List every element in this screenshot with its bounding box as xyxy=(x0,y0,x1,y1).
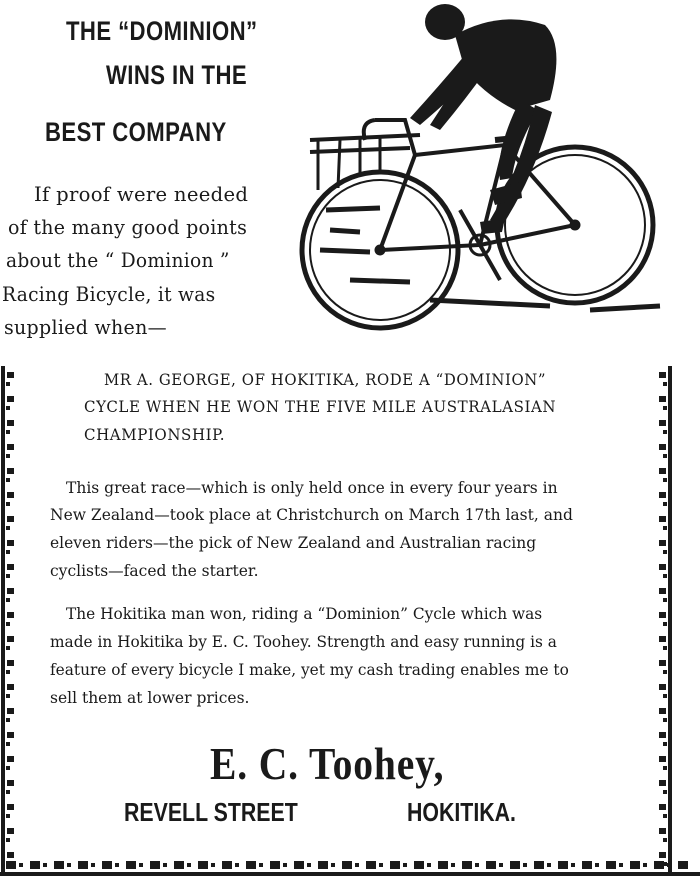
intro-line: Racing Bicycle, it was xyxy=(2,282,216,306)
winner-paragraph-line: made in Hokitika by E. C. Toohey. Strength and easy running is a xyxy=(50,633,557,651)
race-paragraph-line: This great race—which is only held once in every four years in xyxy=(66,479,558,497)
headline-line-2: WINS IN THE xyxy=(106,60,248,90)
winner-paragraph-line: feature of every bicycle I make, yet my cash trading enables me to xyxy=(50,661,569,679)
race-paragraph-line: cyclists—faced the starter. xyxy=(50,562,259,580)
intro-line: of the many good points xyxy=(8,215,248,239)
announcement-line: CYCLE WHEN HE WON THE FIVE MILE AUSTRALASIAN xyxy=(84,398,557,416)
intro-line: supplied when— xyxy=(4,315,167,339)
merchant-town: HOKITIKA. xyxy=(407,797,516,827)
headline-line-3: BEST COMPANY xyxy=(45,117,227,147)
intro-line: If proof were needed xyxy=(34,182,249,206)
race-paragraph-line: New Zealand—took place at Christchurch on March 17th last, and xyxy=(50,506,573,524)
headline-line-1: THE “DOMINION” xyxy=(66,16,258,46)
winner-paragraph-line: sell them at lower prices. xyxy=(50,689,250,707)
announcement-line: MR A. GEORGE, OF HOKITIKA, RODE A “DOMINION” xyxy=(104,371,547,389)
cyclist-illustration xyxy=(290,0,700,360)
decorative-border-bottom xyxy=(0,858,700,880)
merchant-street: REVELL STREET xyxy=(124,797,298,827)
announcement-line: CHAMPIONSHIP. xyxy=(84,426,226,444)
decorative-border-left xyxy=(0,366,16,876)
winner-paragraph-line: The Hokitika man won, riding a “Dominion” Cycle which was xyxy=(66,605,543,623)
intro-line: about the “ Dominion ” xyxy=(6,248,230,272)
decorative-border-right xyxy=(657,366,673,876)
race-paragraph-line: eleven riders—the pick of New Zealand and Australian racing xyxy=(50,534,537,552)
merchant-name: E. C. Toohey, xyxy=(210,738,445,789)
